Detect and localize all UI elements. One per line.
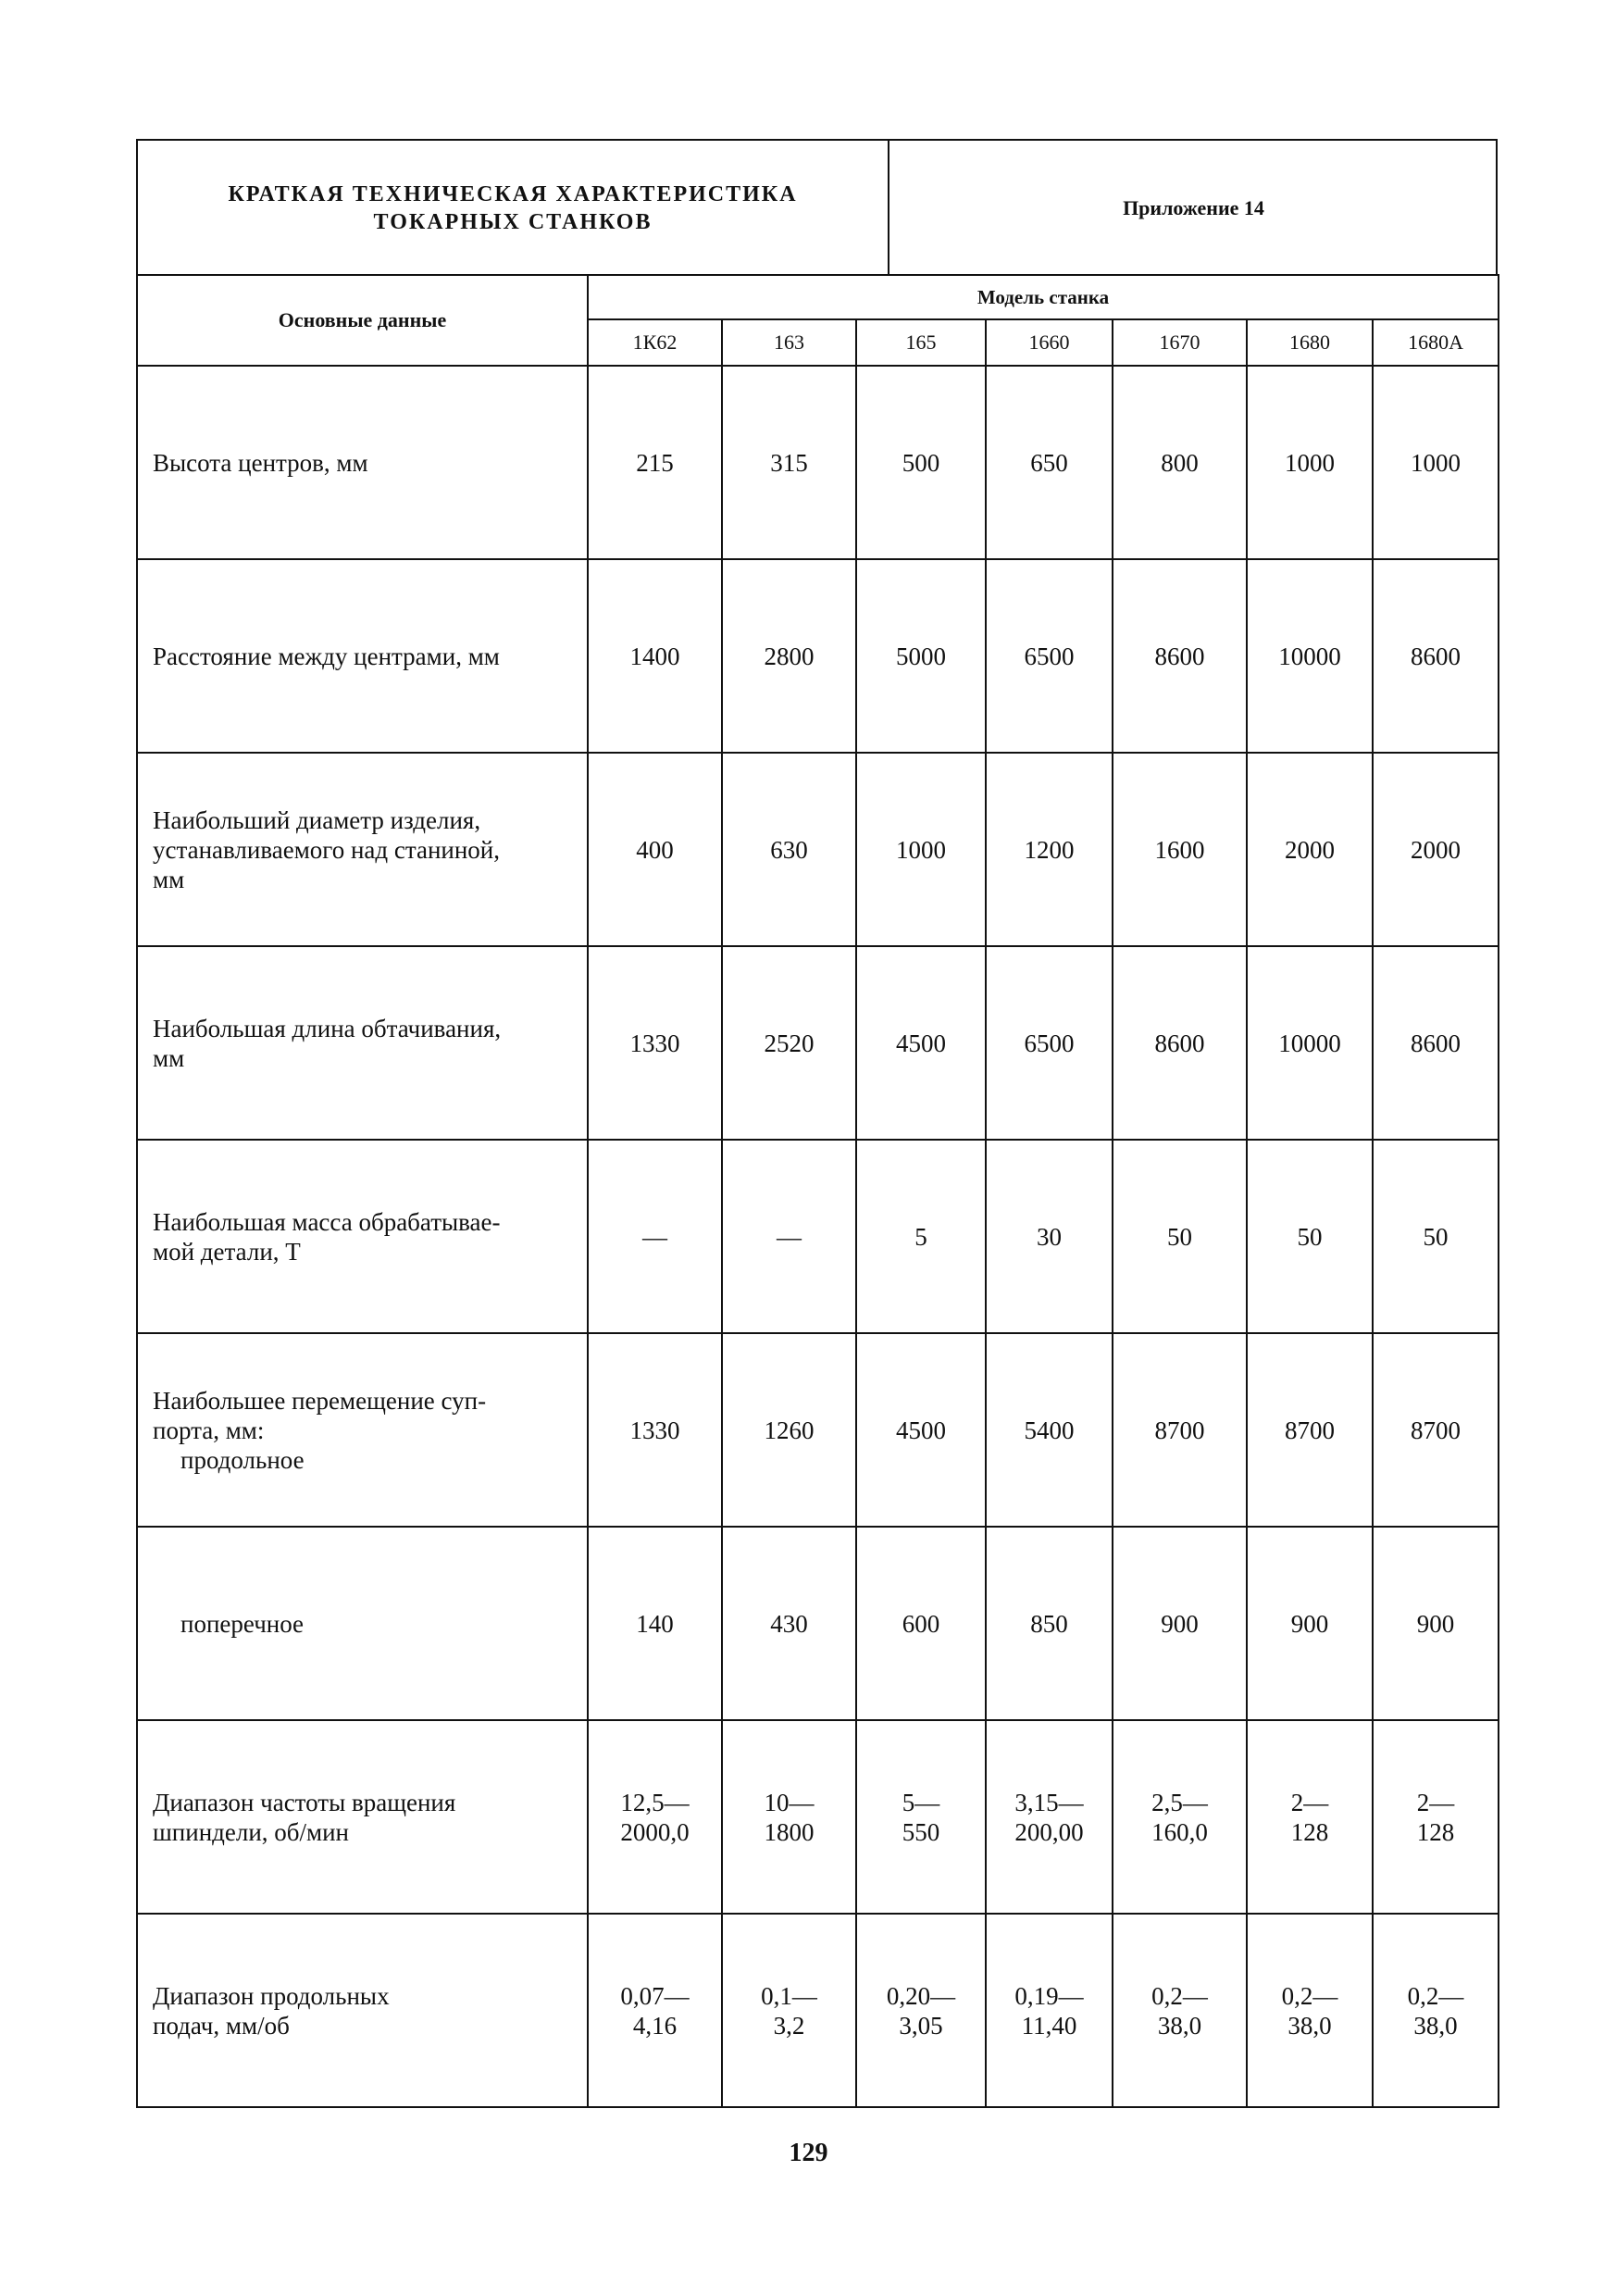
value-line: 5 bbox=[914, 1222, 927, 1251]
value-cell bbox=[588, 1720, 722, 1914]
value-line: 215 bbox=[636, 448, 674, 477]
value-cell bbox=[722, 946, 856, 1140]
value-cell bbox=[722, 559, 856, 753]
parameter-label bbox=[137, 366, 588, 559]
value-line: 30 bbox=[1037, 1222, 1062, 1251]
value-line: 900 bbox=[1416, 1609, 1455, 1638]
table-row bbox=[137, 559, 1499, 753]
value-line: 0,2— bbox=[1151, 1981, 1208, 2010]
value-line: 10000 bbox=[1278, 1029, 1341, 1057]
value-cell bbox=[1373, 1914, 1499, 2107]
model-code: 1680 bbox=[1247, 319, 1373, 366]
value-cell bbox=[588, 946, 722, 1140]
value-cell bbox=[1247, 1333, 1373, 1527]
parameter-label-line: Диапазон продольных bbox=[153, 1981, 390, 2010]
model-code: 1К62 bbox=[588, 319, 722, 366]
model-code: 163 bbox=[722, 319, 856, 366]
value-cell bbox=[1247, 366, 1373, 559]
value-cell bbox=[722, 1140, 856, 1333]
value-cell bbox=[1373, 559, 1499, 753]
value-line: 38,0 bbox=[1157, 2011, 1202, 2040]
value-cell bbox=[856, 946, 986, 1140]
spec-table bbox=[136, 274, 1499, 2108]
value-line: 0,2— bbox=[1281, 1981, 1338, 2010]
value-cell bbox=[856, 559, 986, 753]
value-line: 1200 bbox=[1024, 835, 1075, 864]
value-cell bbox=[1113, 753, 1247, 946]
value-line: 1260 bbox=[764, 1416, 815, 1444]
parameter-label bbox=[137, 753, 588, 946]
value-cell bbox=[1113, 1914, 1247, 2107]
value-cell bbox=[588, 1914, 722, 2107]
parameter-label-line: мм bbox=[153, 1043, 185, 1072]
model-header: Модель станка bbox=[588, 275, 1499, 319]
value-cell bbox=[1113, 946, 1247, 1140]
value-cell bbox=[1373, 1720, 1499, 1914]
value-line: 11,40 bbox=[1021, 2011, 1077, 2040]
parameter-label-line: Высота центров, мм bbox=[153, 448, 368, 477]
value-line: 630 bbox=[770, 835, 808, 864]
parameter-label-line: Наибольший диаметр изделия, bbox=[153, 805, 481, 834]
value-line: 650 bbox=[1030, 448, 1068, 477]
value-line: 1800 bbox=[764, 1817, 815, 1846]
value-cell bbox=[986, 753, 1113, 946]
value-cell bbox=[986, 366, 1113, 559]
value-line: 50 bbox=[1297, 1222, 1323, 1251]
table-row bbox=[137, 1140, 1499, 1333]
value-cell bbox=[986, 1914, 1113, 2107]
value-line: 160,0 bbox=[1151, 1817, 1208, 1846]
value-cell bbox=[722, 1720, 856, 1914]
value-cell bbox=[1113, 1140, 1247, 1333]
value-line: 2,5— bbox=[1151, 1788, 1208, 1816]
value-line: 38,0 bbox=[1413, 2011, 1458, 2040]
value-line: 8700 bbox=[1285, 1416, 1335, 1444]
value-line: 3,05 bbox=[899, 2011, 943, 2040]
value-cell bbox=[588, 559, 722, 753]
parameter-label bbox=[137, 559, 588, 753]
value-line: 1000 bbox=[1411, 448, 1462, 477]
table-row bbox=[137, 366, 1499, 559]
value-cell bbox=[722, 1527, 856, 1720]
parameter-label-line: шпиндели, об/мин bbox=[153, 1817, 350, 1846]
value-cell bbox=[722, 366, 856, 559]
value-cell bbox=[856, 753, 986, 946]
value-line: 4500 bbox=[896, 1416, 946, 1444]
parameter-label-line: подач, мм/об bbox=[153, 2011, 290, 2040]
value-line: 8700 bbox=[1411, 1416, 1462, 1444]
value-line: 400 bbox=[636, 835, 674, 864]
value-line: 0,20— bbox=[886, 1981, 956, 2010]
value-cell bbox=[1247, 1720, 1373, 1914]
value-line: 5400 bbox=[1024, 1416, 1075, 1444]
spec-table-body bbox=[137, 366, 1499, 2107]
parameter-sublabel: продольное bbox=[180, 1445, 305, 1474]
value-cell bbox=[1113, 1720, 1247, 1914]
value-line: 10— bbox=[764, 1788, 815, 1816]
value-cell bbox=[856, 1333, 986, 1527]
value-line: 900 bbox=[1290, 1609, 1329, 1638]
parameter-label bbox=[137, 946, 588, 1140]
value-cell bbox=[1373, 753, 1499, 946]
value-cell bbox=[856, 1914, 986, 2107]
table-row bbox=[137, 1720, 1499, 1914]
value-line: 50 bbox=[1167, 1222, 1192, 1251]
value-cell bbox=[856, 366, 986, 559]
value-line: 315 bbox=[770, 448, 808, 477]
value-line: 200,00 bbox=[1014, 1817, 1084, 1846]
title-line: КРАТКАЯ ТЕХНИЧЕСКАЯ ХАРАКТЕРИСТИКА bbox=[228, 182, 798, 206]
value-line: 430 bbox=[770, 1609, 808, 1638]
parameter-label-line: порта, мм: bbox=[153, 1416, 265, 1444]
value-cell bbox=[588, 366, 722, 559]
value-line: 900 bbox=[1161, 1609, 1199, 1638]
value-line: 8600 bbox=[1411, 642, 1462, 670]
value-line: 2000 bbox=[1411, 835, 1462, 864]
table-row bbox=[137, 1527, 1499, 1720]
parameter-label-line: устанавливаемого над станиной, bbox=[153, 835, 501, 864]
value-line: 10000 bbox=[1278, 642, 1341, 670]
parameter-label bbox=[137, 1720, 588, 1914]
value-cell bbox=[588, 1527, 722, 1720]
value-line: 5— bbox=[902, 1788, 940, 1816]
value-cell bbox=[1247, 1140, 1373, 1333]
value-line: 8600 bbox=[1411, 1029, 1462, 1057]
parameter-label bbox=[137, 1333, 588, 1527]
parameter-label bbox=[137, 1914, 588, 2107]
value-cell bbox=[856, 1527, 986, 1720]
value-line: 38,0 bbox=[1287, 2011, 1332, 2040]
value-cell bbox=[1373, 1333, 1499, 1527]
model-code: 1660 bbox=[986, 319, 1113, 366]
page-title bbox=[228, 181, 797, 236]
appendix-label: Приложение 14 bbox=[1123, 196, 1264, 219]
value-line: 2800 bbox=[764, 642, 815, 670]
value-cell bbox=[986, 1140, 1113, 1333]
parameter-label-line: мой детали, Т bbox=[153, 1237, 301, 1266]
value-line: 2520 bbox=[764, 1029, 815, 1057]
value-line: — bbox=[777, 1222, 802, 1251]
value-line: 850 bbox=[1030, 1609, 1068, 1638]
value-line: 0,2— bbox=[1407, 1981, 1464, 2010]
table-row bbox=[137, 753, 1499, 946]
value-cell bbox=[1373, 1527, 1499, 1720]
value-cell bbox=[588, 753, 722, 946]
value-line: 0,1— bbox=[761, 1981, 817, 2010]
table-row bbox=[137, 946, 1499, 1140]
value-line: 1400 bbox=[629, 642, 680, 670]
value-cell bbox=[986, 1333, 1113, 1527]
value-line: 2— bbox=[1416, 1788, 1455, 1816]
parameter-sublabel: поперечное bbox=[180, 1609, 305, 1638]
page-number: 129 bbox=[789, 2139, 828, 2167]
value-cell bbox=[856, 1720, 986, 1914]
value-line: 800 bbox=[1161, 448, 1199, 477]
title-line: ТОКАРНЫХ СТАНКОВ bbox=[373, 210, 653, 234]
value-line: 4500 bbox=[896, 1029, 946, 1057]
parameter-label-line: Наибольшая длина обтачивания, bbox=[153, 1014, 502, 1042]
value-line: 1330 bbox=[629, 1416, 680, 1444]
value-cell bbox=[986, 1720, 1113, 1914]
value-line: 6500 bbox=[1024, 642, 1075, 670]
table-title-block bbox=[136, 139, 1498, 274]
value-cell bbox=[1247, 946, 1373, 1140]
value-line: 4,16 bbox=[632, 2011, 678, 2040]
model-code: 1680А bbox=[1373, 319, 1499, 366]
value-cell bbox=[1113, 559, 1247, 753]
value-line: 3,2 bbox=[773, 2011, 805, 2040]
appendix-cell bbox=[889, 141, 1498, 276]
value-line: 600 bbox=[902, 1609, 940, 1638]
parameter-label-line: мм bbox=[153, 865, 185, 893]
value-line: 128 bbox=[1416, 1817, 1455, 1846]
value-line: 1600 bbox=[1154, 835, 1205, 864]
model-code: 1670 bbox=[1113, 319, 1247, 366]
value-line: 5000 bbox=[896, 642, 946, 670]
value-line: 500 bbox=[902, 448, 940, 477]
value-cell bbox=[986, 1527, 1113, 1720]
value-cell bbox=[1373, 1140, 1499, 1333]
value-cell bbox=[1113, 1333, 1247, 1527]
value-cell bbox=[1113, 366, 1247, 559]
value-line: 0,07— bbox=[620, 1981, 690, 2010]
value-cell bbox=[1247, 753, 1373, 946]
value-line: 140 bbox=[636, 1609, 674, 1638]
value-line: 1330 bbox=[629, 1029, 680, 1057]
value-line: 8600 bbox=[1154, 642, 1205, 670]
value-cell bbox=[1373, 946, 1499, 1140]
value-cell bbox=[722, 1333, 856, 1527]
title-cell bbox=[138, 141, 889, 276]
parameter-label-line: Наибольшая масса обрабатывае- bbox=[153, 1207, 501, 1236]
value-cell bbox=[986, 946, 1113, 1140]
value-cell bbox=[986, 559, 1113, 753]
main-data-header: Основные данные bbox=[137, 275, 588, 366]
value-line: 0,19— bbox=[1014, 1981, 1084, 2010]
table-row bbox=[137, 1914, 1499, 2107]
value-cell bbox=[1113, 1527, 1247, 1720]
value-cell bbox=[1247, 559, 1373, 753]
value-line: 8600 bbox=[1154, 1029, 1205, 1057]
value-line: 12,5— bbox=[620, 1788, 690, 1816]
value-line: 3,15— bbox=[1014, 1788, 1084, 1816]
parameter-label-line: Наибольшее перемещение суп- bbox=[153, 1386, 487, 1415]
value-cell bbox=[722, 753, 856, 946]
value-line: 128 bbox=[1290, 1817, 1329, 1846]
value-line: 50 bbox=[1423, 1222, 1449, 1251]
value-line: — bbox=[642, 1222, 667, 1251]
value-line: 2000,0 bbox=[620, 1817, 690, 1846]
value-line: 8700 bbox=[1154, 1416, 1205, 1444]
value-cell bbox=[856, 1140, 986, 1333]
value-cell bbox=[722, 1914, 856, 2107]
value-line: 550 bbox=[902, 1817, 940, 1846]
parameter-label bbox=[137, 1527, 588, 1720]
value-line: 2000 bbox=[1285, 835, 1335, 864]
value-cell bbox=[588, 1140, 722, 1333]
parameter-label-line: Расстояние между центрами, мм bbox=[153, 642, 500, 670]
value-line: 1000 bbox=[1285, 448, 1335, 477]
value-line: 1000 bbox=[896, 835, 946, 864]
value-cell bbox=[588, 1333, 722, 1527]
value-line: 2— bbox=[1290, 1788, 1329, 1816]
parameter-label bbox=[137, 1140, 588, 1333]
parameter-label-line: Диапазон частоты вращения bbox=[153, 1788, 456, 1816]
value-cell bbox=[1373, 366, 1499, 559]
table-row bbox=[137, 1333, 1499, 1527]
value-cell bbox=[1247, 1527, 1373, 1720]
value-line: 6500 bbox=[1024, 1029, 1075, 1057]
model-code: 165 bbox=[856, 319, 986, 366]
value-cell bbox=[1247, 1914, 1373, 2107]
